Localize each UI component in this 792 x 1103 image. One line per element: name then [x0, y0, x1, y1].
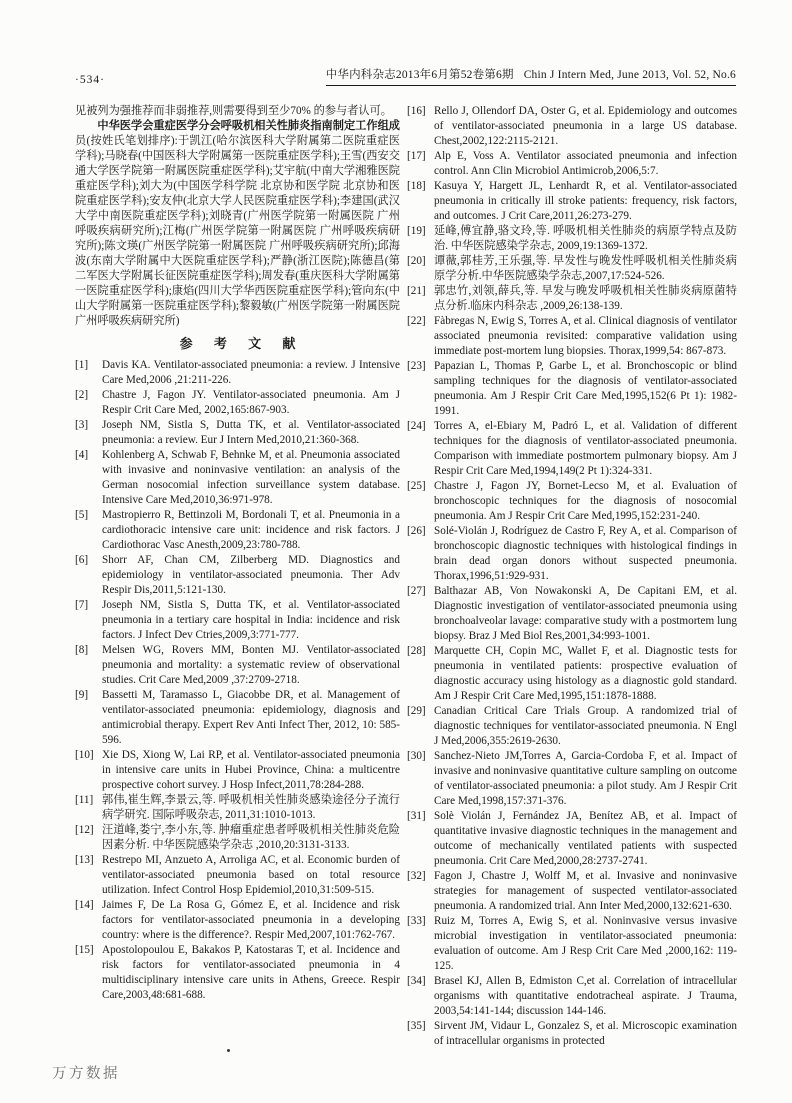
reference-item	[407, 914, 737, 974]
reference-number: [1]	[75, 359, 89, 371]
reference-text: Torres A, el-Ebiary M, Padró L, et al. Validation of different techniques for the diagnosis of ventilator-associated pneumonia. Comparison with immediate postmortem pulmonary biopsy. Am J Respir Crit Care Med,1994,149(2 Pt 1):324-331.	[434, 420, 737, 477]
reference-text: 延峰,傅宜静,骆文玲,等. 呼吸机相关性肺炎的病原学特点及防治. 中华医院感染学杂志, 2009,19:1369-1372.	[434, 225, 737, 252]
reference-item	[407, 749, 737, 809]
reference-item	[75, 823, 400, 853]
reference-number: [11]	[75, 794, 94, 806]
reference-item	[407, 359, 737, 419]
reference-number: [28]	[407, 645, 426, 657]
reference-number: [13]	[75, 854, 94, 866]
reference-text: Joseph NM, Sistla S, Dutta TK, et al. Ventilator-associated pneumonia in a tertiary care hospital in India: incidence and risk factors. J Infect Dev Ctries,2009,3:771-777.	[102, 599, 400, 641]
reference-text: Davis KA. Ventilator-associated pneumonia: a review. J Intensive Care Med,2006 ,21:211-226.	[102, 359, 400, 386]
reference-number: [21]	[407, 285, 426, 297]
reference-text: Mastropierro R, Bettinzoli M, Bordonali T, et al. Pneumonia in a cardiothoracic intensive care unit: incidence and risk factors. J Cardiothorac Vasc Anesth,2009,23:780-788.	[102, 509, 400, 551]
reference-item	[75, 643, 400, 688]
reference-number: [27]	[407, 585, 426, 597]
reference-number: [25]	[407, 480, 426, 492]
reference-text: Alp E, Voss A. Ventilator associated pneumonia and infection control. Ann Clin Microbiol Antimicrob,2006,5:7.	[434, 150, 737, 177]
reference-number: [7]	[75, 599, 89, 611]
reference-number: [6]	[75, 554, 89, 566]
reference-item	[407, 179, 737, 224]
journal-title-line	[326, 66, 736, 86]
journal-title-cn: 中华内科杂志2013年6月第52卷第6期	[325, 69, 514, 81]
reference-item	[75, 793, 400, 823]
reference-text: Chastre J, Fagon JY. Ventilator-associated pneumonia. Am J Respir Crit Care Med, 2002,165:867-903.	[102, 389, 400, 416]
reference-text: Apostolopoulou E, Bakakos P, Katostaras T, et al. Incidence and risk factors for ventilator-associated pneumonia in 4 multidisciplinary intensive care units in Athens, Greece. Respir Care,2003,48:681-688.	[102, 944, 400, 1001]
reference-item	[407, 704, 737, 749]
reference-text: Sirvent JM, Vidaur L, Gonzalez S, et al. Microscopic examination of intracellular organisms in protected	[434, 1020, 737, 1047]
right-column	[407, 104, 737, 1049]
workgroup-paragraph	[75, 119, 400, 329]
reference-item	[407, 584, 737, 644]
reference-text: Rello J, Ollendorf DA, Oster G, et al. Epidemiology and outcomes of ventilator-associated pneumonia in a large US database. Chest,2002,122:2115-2121.	[434, 105, 737, 147]
reference-text: Brasel KJ, Allen B, Edmiston C,et al. Correlation of intracellular organisms with quantitative endotracheal aspirate. J Trauma, 2003,54:141-144; discussion 144-146.	[434, 975, 737, 1017]
reference-item	[407, 419, 737, 479]
reference-item	[407, 1019, 737, 1049]
reference-number: [17]	[407, 150, 426, 162]
reference-number: [23]	[407, 360, 426, 372]
reference-item	[407, 869, 737, 914]
reference-number: [12]	[75, 824, 94, 836]
reference-item	[75, 853, 400, 898]
reference-text: Sanchez-Nieto JM,Torres A, Garcia-Cordoba F, et al. Impact of invasive and noninvasive quantitative culture sampling on outcome of ventilator-associated pneumonia: a pilot study. Am J Respir Crit Care Med,1998,157:371-376.	[434, 750, 737, 807]
workgroup-members: 员(按姓氏笔划排序):于凯江(哈尔滨医科大学附属第二医院重症医学科);马晓春(中国医科大学附属第一医院重症医学科);王雪(西安交通大学医学院第一附属医院重症医学科);艾宇航(中南大学湘雅医院重症医学科);刘大为(中国医学科学院 北京协和医学院 北京协和医院重症医学科);安友仲(北京大学人民医院重症医学科);李建国(武汉大学中南医院重症医学科);刘晓青(广州医学院第一附属医院 广州呼吸疾病研究所);江梅(广州医学院第一附属医院 广州呼吸疾病研究所);陈文瑛(广州医学院第一附属医院 广州呼吸疾病研究所);邱海波(东南大学附属中大医院重症医学科);严静(浙江医院);陈德昌(第二军医大学附属长征医院重症医学科);周发春(重庆医科大学附属第一医院重症医学科);康焰(四川大学华西医院重症医学科);管向东(中山大学附属第一医院重症医学科);黎毅敏(广州医学院第一附属医院 广州呼吸疾病研究所)	[75, 135, 400, 327]
reference-number: [26]	[407, 525, 426, 537]
reference-number: [19]	[407, 225, 426, 237]
reference-item	[75, 898, 400, 943]
reference-number: [8]	[75, 644, 89, 656]
reference-number: [24]	[407, 420, 426, 432]
scan-artifact-dot	[227, 1049, 230, 1052]
reference-item	[407, 644, 737, 704]
reference-number: [20]	[407, 255, 426, 267]
reference-text: Ruiz M, Torres A, Ewig S, et al. Noninvasive versus invasive microbial investigation in ventilator-associated pneumonia: evaluation of outcome. Am J Resp Crit Care Med ,2000,162: 119-125.	[434, 915, 737, 972]
reference-text: Balthazar AB, Von Nowakonski A, De Capitani EM, et al. Diagnostic investigation of ventilator-associated pneumonia using bronchoalveolar lavage: comparative study with a postmortem lung biopsy. Braz J Med Biol Res,2001,34:993-1001.	[434, 585, 737, 642]
reference-text: Fagon J, Chastre J, Wolff M, et al. Invasive and noninvasive strategies for management of suspected ventilator-associated pneumonia. A randomized trial. Ann Inter Med,2000,132:621-630.	[434, 870, 737, 912]
reference-item	[75, 358, 400, 388]
reference-text: Solè Violán J, Fernández JA, Benítez AB, et al. Impact of quantitative invasive diagnostic techniques in the management and outcome of mechanically ventilated patients with suspected pneumonia. Crit Care Med,2000,28:2737-2741.	[434, 810, 737, 867]
reference-item	[75, 388, 400, 418]
reference-text: Kasuya Y, Hargett JL, Lenhardt R, et al. Ventilator-associated pneumonia in critically ill stroke patients: frequency, risk factors, and outcomes. J Crit Care,2011,26:273-279.	[434, 180, 737, 222]
reference-number: [3]	[75, 419, 89, 431]
reference-number: [9]	[75, 689, 89, 701]
reference-item	[75, 448, 400, 508]
reference-text: Joseph NM, Sistla S, Dutta TK, et al. Ventilator-associated pneumonia: a review. Eur J Intern Med,2010,21:360-368.	[102, 419, 400, 446]
reference-item	[75, 553, 400, 598]
reference-number: [22]	[407, 315, 426, 327]
reference-text: Papazian L, Thomas P, Garbe L, et al. Bronchoscopic or blind sampling techniques for the diagnosis of ventilator-associated pneumonia. Am J Respir Crit Care Med,1995,152(6 Pt 1): 1982-1991.	[434, 360, 737, 417]
reference-text: Shorr AF, Chan CM, Zilberberg MD. Diagnostics and epidemiology in ventilator-associated pneumonia. Ther Adv Respir Dis,2011,5:121-130.	[102, 554, 400, 596]
reference-text: 郭伟,崔生辉,李景云,等. 呼吸机相关性肺炎感染途径分子流行病学研究. 国际呼吸杂志, 2011,31:1010-1013.	[102, 794, 400, 821]
reference-text: Fàbregas N, Ewig S, Torres A, et al. Clinical diagnosis of ventilator associated pneumonia revisited: comparative validation using immediate post-mortem lung biopsies. Thorax,1999,54: 867-873.	[434, 315, 737, 357]
reference-number: [33]	[407, 915, 426, 927]
reference-item	[407, 284, 737, 314]
reference-number: [32]	[407, 870, 426, 882]
workgroup-title: 中华医学会重症医学分会呼吸机相关性肺炎指南制定工作组成	[97, 120, 400, 132]
references-list-left	[75, 358, 400, 1003]
reference-item	[407, 254, 737, 284]
reference-number: [34]	[407, 975, 426, 987]
reference-item	[407, 314, 737, 359]
reference-text: Canadian Critical Care Trials Group. A randomized trial of diagnostic techniques for ventilator-associated pneumonia. N Engl J Med,2006,355:2619-2630.	[434, 705, 737, 747]
reference-number: [18]	[407, 180, 426, 192]
reference-item	[75, 508, 400, 553]
reference-number: [30]	[407, 750, 426, 762]
reference-item	[407, 104, 737, 149]
reference-item	[75, 688, 400, 748]
reference-text: Jaimes F, De La Rosa G, Gómez E, et al. Incidence and risk factors for ventilator-associated pneumonia in a developing country: where is the difference?. Respir Med,2007,101:762-767.	[102, 899, 400, 941]
left-column	[75, 104, 400, 1049]
reference-text: Restrepo MI, Anzueto A, Arroliga AC, et al. Economic burden of ventilator-associated pneumonia based on total resource utilization. Infect Control Hosp Epidemiol,2010,31:509-515.	[102, 854, 400, 896]
reference-item	[407, 149, 737, 179]
references-heading: 参 考 文 献	[179, 336, 305, 351]
references-list-right	[407, 104, 737, 1049]
reference-text: Marquette CH, Copin MC, Wallet F, et al. Diagnostic tests for pneumonia in ventilated patients: prospective evaluation of diagnostic accuracy using histology as a diagnostic gold standard. Am J Respir Crit Care Med,1995,151:1878-1888.	[434, 645, 737, 702]
reference-number: [35]	[407, 1020, 426, 1032]
reference-number: [31]	[407, 810, 426, 822]
reference-item	[407, 479, 737, 524]
reference-number: [16]	[407, 105, 426, 117]
reference-number: [15]	[75, 944, 94, 956]
reference-item	[407, 524, 737, 584]
reference-text: Xie DS, Xiong W, Lai RP, et al. Ventilator-associated pneumonia in intensive care units in Hubei Province, China: a multicentre prospective cohort survey. J Hosp Infect,2011,78:284-288.	[102, 749, 400, 791]
reference-item	[407, 974, 737, 1019]
two-column-body	[75, 104, 737, 1049]
reference-item	[407, 224, 737, 254]
reference-number: [10]	[75, 749, 94, 761]
reference-text: 郭忠竹,刘领,薛兵,等. 早发与晚发呼吸机相关性肺炎病原菌特点分析.临床内科杂志 ,2009,26:138-139.	[434, 285, 737, 312]
journal-title-en: Chin J Intern Med, June 2013, Vol. 52, No.6	[523, 69, 736, 81]
reference-item	[75, 748, 400, 793]
reference-number: [5]	[75, 509, 89, 521]
reference-text: 谭薇,郭桂芳,王乐强,等. 早发性与晚发性呼吸机相关性肺炎病原学分析.中华医院感染学杂志,2007,17:524-526.	[434, 255, 737, 282]
reference-item	[75, 943, 400, 1003]
page-number: ·534·	[75, 74, 105, 86]
reference-text: 汪道峰,娄宁,李小东,等. 肿瘤重症患者呼吸机相关性肺炎危险因素分析. 中华医院感染学杂志 ,2010,20:3131-3133.	[102, 824, 400, 851]
page-header	[75, 66, 736, 86]
reference-number: [4]	[75, 449, 89, 461]
reference-number: [29]	[407, 705, 426, 717]
reference-text: Kohlenberg A, Schwab F, Behnke M, et al. Pneumonia associated with invasive and noninvasive ventilation: an analysis of the German nosocomial infection surveillance system database. Intensive Care Med,2010,36:971-978.	[102, 449, 400, 506]
reference-item	[407, 809, 737, 869]
reference-text: Melsen WG, Rovers MM, Bonten MJ. Ventilator-associated pneumonia and mortality: a systematic review of observational studies. Crit Care Med,2009 ,37:2709-2718.	[102, 644, 400, 686]
intro-paragraph: 见被列为强推荐而非弱推荐,则需要得到至少70% 的参与者认可。	[75, 105, 392, 117]
reference-item	[75, 418, 400, 448]
reference-number: [2]	[75, 389, 89, 401]
reference-number: [14]	[75, 899, 94, 911]
watermark: 万方数据	[52, 1066, 120, 1082]
reference-item	[75, 598, 400, 643]
reference-text: Solé-Violán J, Rodríguez de Castro F, Rey A, et al. Comparison of bronchoscopic diagnostic techniques with histological findings in brain dead organ donors without suspected pneumonia. Thorax,1996,51:929-931.	[434, 525, 737, 582]
reference-text: Chastre J, Fagon JY, Bornet-Lecso M, et al. Evaluation of bronchoscopic techniques for the diagnosis of nosocomial pneumonia. Am J Respir Crit Care Med,1995,152:231-240.	[434, 480, 737, 522]
reference-text: Bassetti M, Taramasso L, Giacobbe DR, et al. Management of ventilator-associated pneumonia: epidemiology, diagnosis and antimicrobial therapy. Expert Rev Anti Infect Ther, 2012, 10: 585-596.	[102, 689, 400, 746]
